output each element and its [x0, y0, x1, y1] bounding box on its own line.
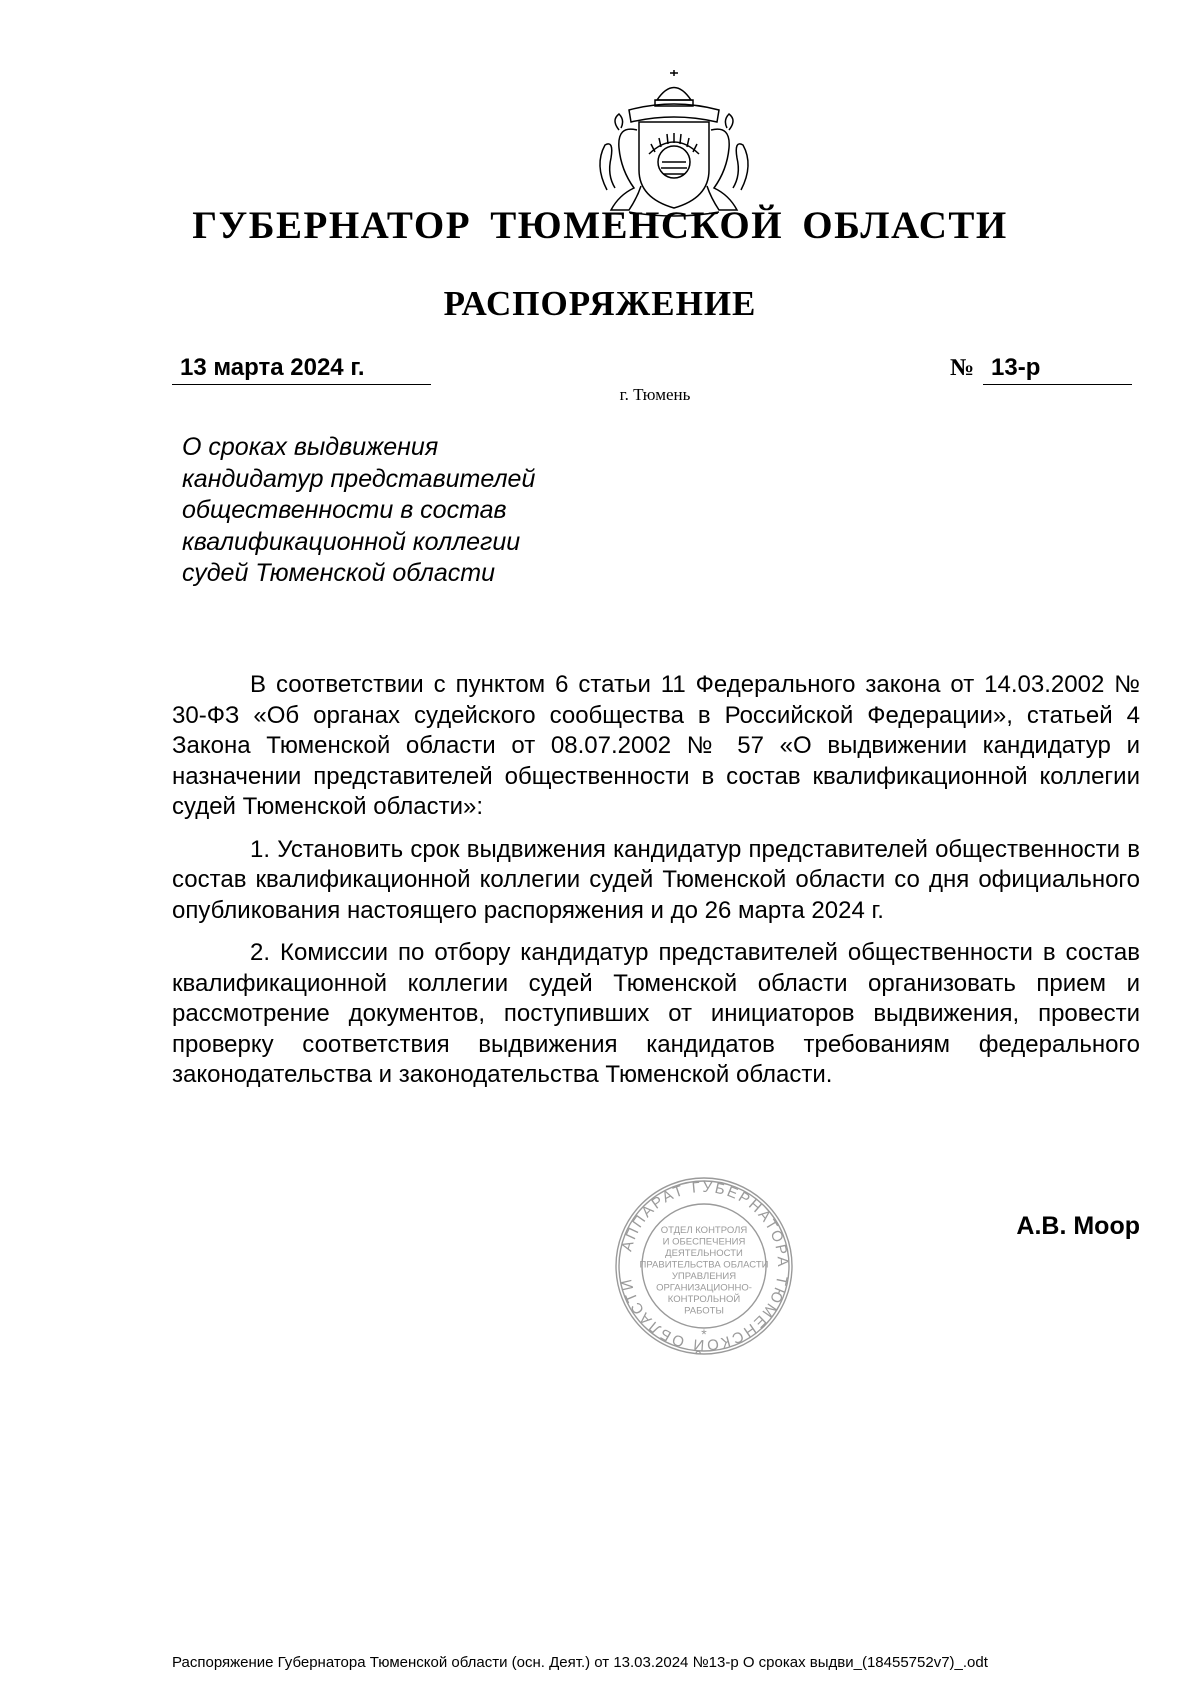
subject-line: О сроках выдвижения	[182, 433, 439, 461]
item-2-paragraph: 2. Комиссии по отбору кандидатур представителей общественности в состав квалификационной коллегии судей Тюменской области организовать прием и рассмотрение документов, поступивших от инициаторов выдвижения, провести проверку соответствия выдвижения кандидатов требованиям федерального законодательства и законодательства Тюменской области.	[172, 939, 1140, 1088]
stamp-inner-line: ОРГАНИЗАЦИОННО-	[656, 1282, 752, 1294]
document-subject	[182, 432, 602, 590]
organization-title: ГУБЕРНАТОР ТЮМЕНСКОЙ ОБЛАСТИ	[192, 204, 1008, 247]
stamp-inner-line: РАБОТЫ	[684, 1305, 724, 1317]
stamp-inner-line: КОНТРОЛЬНОЙ	[667, 1294, 741, 1305]
item-1-paragraph: 1. Установить срок выдвижения кандидатур представителей общественности в состав квалификационной коллегии судей Тюменской области со дня официального опубликования настоящего распоряжения и до 26 марта 2024 г.	[172, 835, 1140, 924]
document-date: 13 марта 2024 г.	[172, 355, 431, 385]
stamp-inner-line: И ОБЕСПЕЧЕНИЯ	[662, 1236, 746, 1248]
number-sign: №	[950, 355, 975, 381]
stamp-inner-line: ОТДЕЛ КОНТРОЛЯ	[660, 1225, 748, 1236]
subject-line: судей Тюменской области	[182, 559, 496, 587]
stamp-star: *	[701, 1326, 707, 1342]
subject-line: кандидатур представителей	[182, 464, 536, 493]
stamp-outer-text: АППАРАТ ГУБЕРНАТОРА ТЮМЕНСКОЙ ОБЛАСТИ	[617, 1178, 792, 1354]
stamp-inner-line: УПРАВЛЕНИЯ	[671, 1271, 737, 1282]
document-type-heading: РАСПОРЯЖЕНИЕ	[443, 284, 757, 323]
coat-of-arms-icon	[589, 70, 759, 220]
document-city: г. Тюмень	[619, 385, 691, 404]
document-number: 13-р	[983, 355, 1132, 385]
document-body	[172, 670, 1140, 1103]
stamp-inner-line: ПРАВИТЕЛЬСТВА ОБЛАСТИ	[639, 1259, 769, 1271]
subject-line: квалификационной коллегии	[182, 527, 521, 556]
official-stamp	[613, 1175, 795, 1357]
stamp-inner-line: ДЕЯТЕЛЬНОСТИ	[665, 1248, 743, 1259]
footer-filename: Распоряжение Губернатора Тюменской области (осн. Деят.) от 13.03.2024 №13-р О сроках выдви_(18455752v7)_.odt	[172, 1654, 988, 1671]
preamble-paragraph: В соответствии с пунктом 6 статьи 11 Федерального закона от 14.03.2002 № 30-ФЗ «Об органах судейского сообщества в Российской Федерации», статьей 4 Закона Тюменской области от 08.07.2002 № 57 «О выдвижении кандидатур и назначении представителей общественности в состав квалификационной коллегии судей Тюменской области»:	[172, 671, 1140, 820]
signatory-name: А.В. Моор	[1016, 1212, 1140, 1240]
subject-line: общественности в состав	[182, 496, 507, 524]
